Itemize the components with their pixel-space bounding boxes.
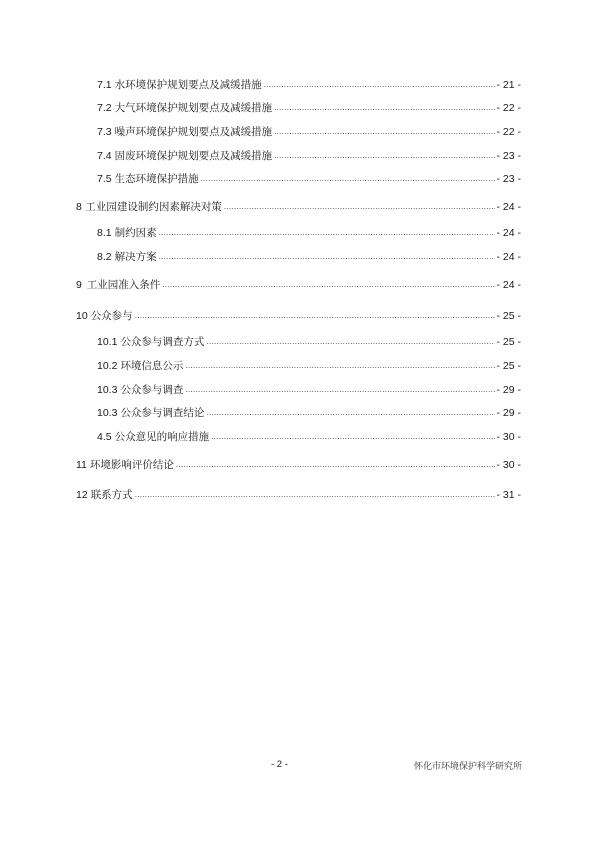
dot-leader	[162, 278, 495, 292]
toc-entry-11[interactable]	[76, 458, 521, 473]
toc-entry-title: 工业园准入条件	[86, 279, 161, 291]
toc-entry-8[interactable]	[76, 200, 521, 215]
toc-entry-7-1[interactable]	[97, 78, 521, 93]
toc-entry-number: 11	[76, 459, 87, 471]
toc-entry-number: 7.3	[97, 126, 112, 138]
dot-leader	[185, 359, 495, 373]
toc-entry-page: - 31 -	[496, 489, 521, 501]
toc-entry-number: 8	[76, 201, 82, 213]
toc-entry-title: 公众参与调查	[120, 384, 184, 396]
toc-entry-title: 公众参与调查结论	[120, 407, 205, 419]
toc-entry-title: 工业园建设制约因素解决对策	[85, 201, 222, 213]
page-footer	[0, 759, 595, 773]
toc-entry-10-3-conclusion[interactable]	[97, 406, 521, 421]
dot-leader	[274, 125, 495, 139]
dot-leader	[159, 226, 496, 240]
toc-entry-number: 4.5	[97, 431, 112, 443]
toc-entry-title: 公众参与调查方式	[120, 336, 205, 348]
toc-entry-title: 水环境保护规划要点及减缓措施	[114, 79, 262, 91]
toc-entry-number: 7.4	[97, 150, 112, 162]
footer-organization: 怀化市环境保护科学研究所	[413, 762, 522, 772]
toc-entry-number: 7.1	[97, 79, 112, 91]
toc-entry-number: 12	[76, 489, 88, 501]
toc-entry-number: 7.2	[97, 102, 112, 114]
toc-entry-8-2[interactable]	[97, 250, 521, 265]
dot-leader	[211, 430, 495, 444]
toc-entry-title: 固废环境保护规划要点及减缓措施	[114, 150, 273, 162]
toc-entry-page: - 25 -	[496, 310, 521, 322]
dot-leader	[135, 309, 496, 323]
dot-leader	[176, 458, 496, 472]
dot-leader	[274, 101, 495, 115]
dot-leader	[201, 172, 496, 186]
toc-entry-page: - 25 -	[496, 336, 521, 348]
toc-entry-page: - 24 -	[496, 279, 521, 291]
dot-leader	[159, 250, 496, 264]
toc-entry-4-5[interactable]	[97, 430, 521, 445]
toc-entry-title: 联系方式	[90, 489, 133, 501]
toc-entry-page: - 24 -	[496, 227, 521, 239]
dot-leader	[224, 200, 496, 214]
dot-leader	[206, 406, 495, 420]
toc-entry-page: - 24 -	[496, 251, 521, 263]
toc-entry-7-2[interactable]	[97, 101, 521, 116]
dot-leader	[185, 383, 495, 397]
toc-entry-title: 大气环境保护规划要点及减缓措施	[114, 102, 273, 114]
toc-entry-9[interactable]	[76, 278, 521, 293]
toc-entry-page: - 23 -	[496, 150, 521, 162]
toc-entry-page: - 24 -	[496, 201, 521, 213]
toc-entry-number: 10	[76, 310, 88, 322]
dot-leader	[264, 78, 496, 92]
toc-entry-title: 公众意见的响应措施	[114, 431, 210, 443]
toc-entry-10-2[interactable]	[97, 359, 521, 374]
toc-entry-7-5[interactable]	[97, 172, 521, 187]
dot-leader	[274, 149, 495, 163]
toc-entry-12[interactable]	[76, 488, 521, 503]
toc-entry-page: - 29 -	[496, 407, 521, 419]
toc-entry-number: 10.3	[97, 384, 118, 396]
toc-entry-page: - 25 -	[496, 360, 521, 372]
toc-entry-number: 9	[76, 279, 82, 291]
toc-entry-title: 公众参与	[90, 310, 133, 322]
toc-entry-7-4[interactable]	[97, 149, 521, 164]
toc-entry-page: - 23 -	[496, 173, 521, 185]
toc-entry-page: - 29 -	[496, 384, 521, 396]
dot-leader	[135, 488, 496, 502]
toc-entry-10[interactable]	[76, 309, 521, 324]
toc-entry-title: 噪声环境保护规划要点及减缓措施	[114, 126, 273, 138]
toc-entry-7-3[interactable]	[97, 125, 521, 140]
toc-entry-8-1[interactable]	[97, 226, 521, 241]
toc-entry-page: - 30 -	[496, 459, 521, 471]
toc-entry-page: - 21 -	[496, 79, 521, 91]
toc-entry-number: 10.3	[97, 407, 118, 419]
toc-entry-number: 10.1	[97, 336, 118, 348]
toc-entry-title: 解决方案	[114, 251, 157, 263]
toc-entry-page: - 22 -	[496, 102, 521, 114]
toc-entry-number: 8.1	[97, 227, 112, 239]
toc-entry-title: 环境信息公示	[120, 360, 184, 372]
toc-entry-page: - 30 -	[496, 431, 521, 443]
toc-entry-number: 8.2	[97, 251, 112, 263]
dot-leader	[206, 335, 495, 349]
toc-entry-title: 生态环境保护措施	[114, 173, 199, 185]
toc-entry-title: 环境影响评价结论	[89, 459, 174, 471]
toc-entry-number: 7.5	[97, 173, 112, 185]
toc-entry-number: 10.2	[97, 360, 118, 372]
footer-page-number: - 2 -	[271, 759, 288, 770]
toc-entry-10-3[interactable]	[97, 383, 521, 398]
toc-entry-page: - 22 -	[496, 126, 521, 138]
toc-entry-title: 制约因素	[114, 227, 157, 239]
toc-entry-10-1[interactable]	[97, 335, 521, 350]
